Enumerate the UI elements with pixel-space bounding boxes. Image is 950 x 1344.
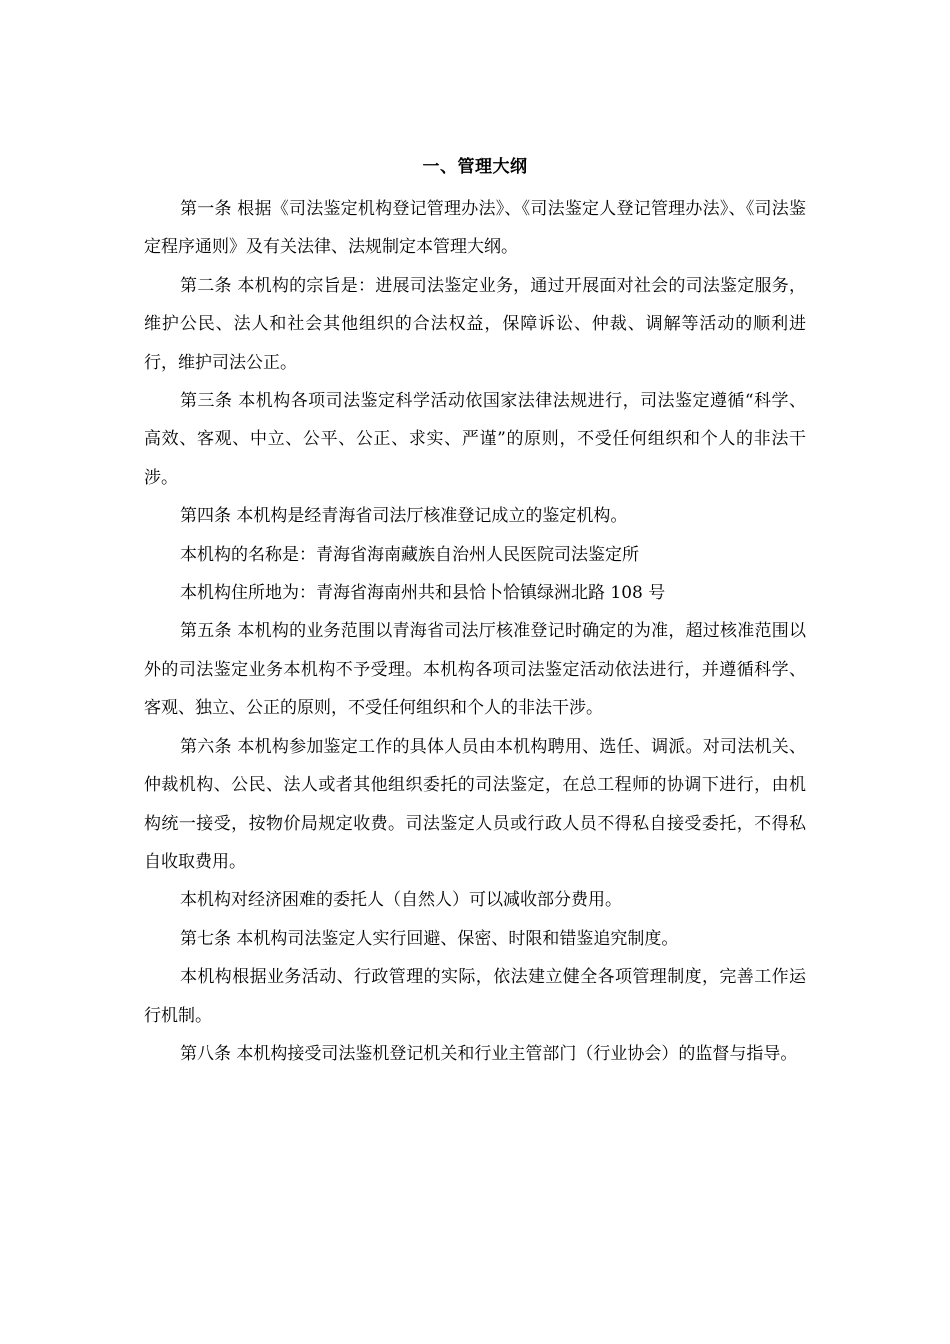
article-1-paragraph: 第一条 根据《司法鉴定机构登记管理办法》、《司法鉴定人登记管理办法》、《司法鉴定程序通则》及有关法律、法规制定本管理大纲。 (144, 199, 806, 258)
article-5-paragraph: 第五条 本机构的业务范围以青海省司法厅核准登记时确定的为准，超过核准范围以外的司法鉴定业务本机构不予受理。本机构各项司法鉴定活动依法进行，并遵循科学、客观、独立、公正的原则，不受任何组织和个人的非法干涉。 (144, 621, 806, 719)
article-7-paragraph: 第七条 本机构司法鉴定人实行回避、保密、时限和错鉴追究制度。 (180, 928, 679, 949)
document-body (144, 190, 806, 1073)
article-2-paragraph: 第二条 本机构的宗旨是：进展司法鉴定业务，通过开展面对社会的司法鉴定服务，维护公民、法人和社会其他组织的合法权益，保障诉讼、仲裁、调解等活动的顺利进行，维护司法公正。 (144, 275, 806, 373)
article-6-paragraph: 第六条 本机构参加鉴定工作的具体人员由本机构聘用、选任、调派。对司法机关、仲裁机构、公民、法人或者其他组织委托的司法鉴定，在总工程师的协调下进行，由机构统一接受，按物价局规定收费。司法鉴定人员或行政人员不得私自接受委托，不得私自收取费用。 (144, 736, 806, 872)
management-system-paragraph: 本机构根据业务活动、行政管理的实际，依法建立健全各项管理制度，完善工作运行机制。 (144, 967, 806, 1026)
article-4-paragraph: 第四条 本机构是经青海省司法厅核准登记成立的鉴定机构。 (180, 506, 628, 527)
fee-reduction-paragraph: 本机构对经济困难的委托人（自然人）可以减收部分费用。 (180, 890, 622, 911)
article-3-paragraph: 第三条 本机构各项司法鉴定科学活动依国家法律法规进行，司法鉴定遵循“科学、高效、客观、中立、公平、公正、求实、严谨”的原则，不受任何组织和个人的非法干涉。 (144, 391, 806, 488)
article-8-paragraph: 第八条 本机构接受司法鉴机登记机关和行业主管部门（行业协会）的监督与指导。 (180, 1043, 798, 1064)
institution-name-paragraph: 本机构的名称是：青海省海南藏族自治州人民医院司法鉴定所 (180, 544, 639, 565)
section-title: 一、管理大纲 (422, 157, 528, 177)
institution-address-paragraph: 本机构住所地为：青海省海南州共和县恰卜恰镇绿洲北路 108 号 (180, 583, 666, 604)
